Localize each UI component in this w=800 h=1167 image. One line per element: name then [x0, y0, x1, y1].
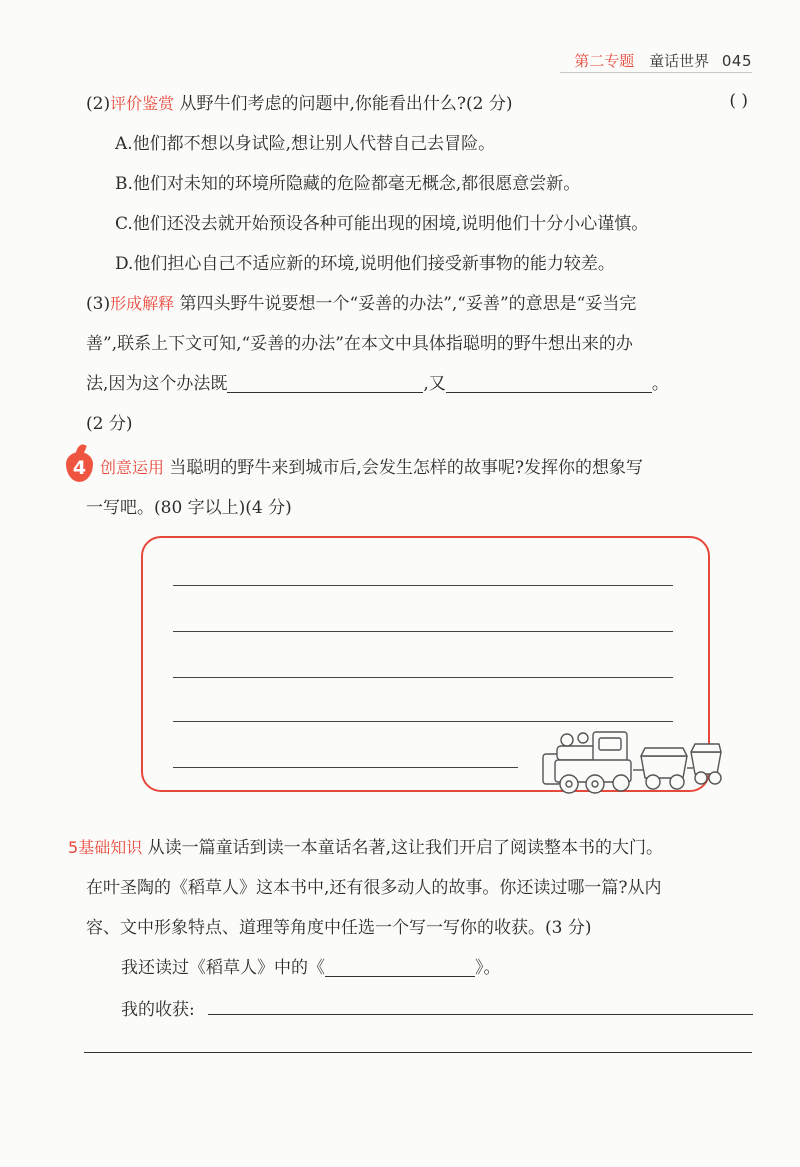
page-number: 045	[721, 52, 752, 70]
q5-read-prefix: 我还读过《稻草人》中的《	[121, 958, 325, 978]
q4-line-1	[100, 455, 643, 481]
q3-text-1: 第四头野牛说要想一个“妥善的办法”,“妥善”的意思是“妥当完	[179, 294, 637, 314]
q3-line-1	[86, 291, 636, 317]
q3-text-3a: 法,因为这个办法既	[86, 374, 228, 394]
q2-tag: 评价鉴赏	[110, 94, 175, 113]
q5-gain-blank-1[interactable]	[208, 1014, 753, 1015]
q4-text-1: 当聪明的野牛来到城市后,会发生怎样的故事呢?发挥你的想象写	[169, 458, 643, 478]
writing-line-5[interactable]	[173, 767, 518, 768]
writing-line-2[interactable]	[173, 631, 673, 632]
q5-number: 5	[68, 838, 79, 857]
q3-line-2: 善”,联系上下文可知,“妥善的办法”在本文中具体指聪明的野牛想出来的办	[86, 334, 633, 354]
q5-gain-label: 我的收获:	[121, 1000, 195, 1020]
q2-text: 从野牛们考虑的问题中,你能看出什么?(2 分)	[179, 94, 513, 114]
q3-blank-2[interactable]	[446, 374, 652, 393]
header-divider	[560, 72, 752, 73]
q3-line-3	[86, 371, 669, 397]
q5-line-1	[68, 835, 663, 861]
q5-read-line	[121, 955, 501, 981]
toy-train-illustration	[537, 726, 727, 796]
writing-line-1[interactable]	[173, 585, 673, 586]
q4-number-badge: 4	[66, 452, 93, 482]
q3-number: (3)	[86, 294, 111, 314]
q2-option-b: B.他们对未知的环境所隐藏的危险都毫无概念,都很愿意尝新。	[115, 174, 581, 194]
q2-stem	[86, 91, 513, 117]
writing-line-3[interactable]	[173, 677, 673, 678]
header-topic: 第二专题	[574, 52, 635, 70]
q4-tag: 创意运用	[100, 458, 165, 477]
page-header	[574, 50, 752, 71]
q3-text-3b: ,又	[423, 374, 446, 394]
q5-tag: 基础知识	[78, 838, 143, 857]
q5-line-2: 在叶圣陶的《稻草人》这本书中,还有很多动人的故事。你还读过哪一篇?从内	[86, 878, 662, 898]
q2-option-c: C.他们还没去就开始预设各种可能出现的困境,说明他们十分小心谨慎。	[115, 214, 649, 234]
q2-option-d: D.他们担心自己不适应新的环境,说明他们接受新事物的能力较差。	[115, 254, 615, 274]
q2-answer-paren[interactable]: ( )	[729, 91, 748, 111]
header-title: 童话世界	[649, 52, 710, 70]
q3-tag: 形成解释	[110, 294, 175, 313]
q5-gain-line	[121, 997, 195, 1023]
q2-number: (2)	[86, 94, 111, 114]
writing-line-4[interactable]	[173, 721, 673, 722]
q5-gain-blank-2[interactable]	[84, 1052, 752, 1053]
q4-line-2: 一写吧。(80 字以上)(4 分)	[86, 498, 292, 518]
q3-score: (2 分)	[86, 414, 133, 434]
q5-line-3: 容、文中形象特点、道理等角度中任选一个写一写你的收获。(3 分)	[86, 918, 592, 938]
q2-option-a: A.他们都不想以身试险,想让别人代替自己去冒险。	[115, 134, 496, 154]
q5-title-blank[interactable]	[325, 958, 475, 977]
q5-read-suffix: 》。	[475, 958, 501, 978]
q3-text-3c: 。	[651, 374, 669, 394]
q3-blank-1[interactable]	[227, 374, 423, 393]
q5-text-1: 从读一篇童话到读一本童话名著,这让我们开启了阅读整本书的大门。	[147, 838, 664, 858]
